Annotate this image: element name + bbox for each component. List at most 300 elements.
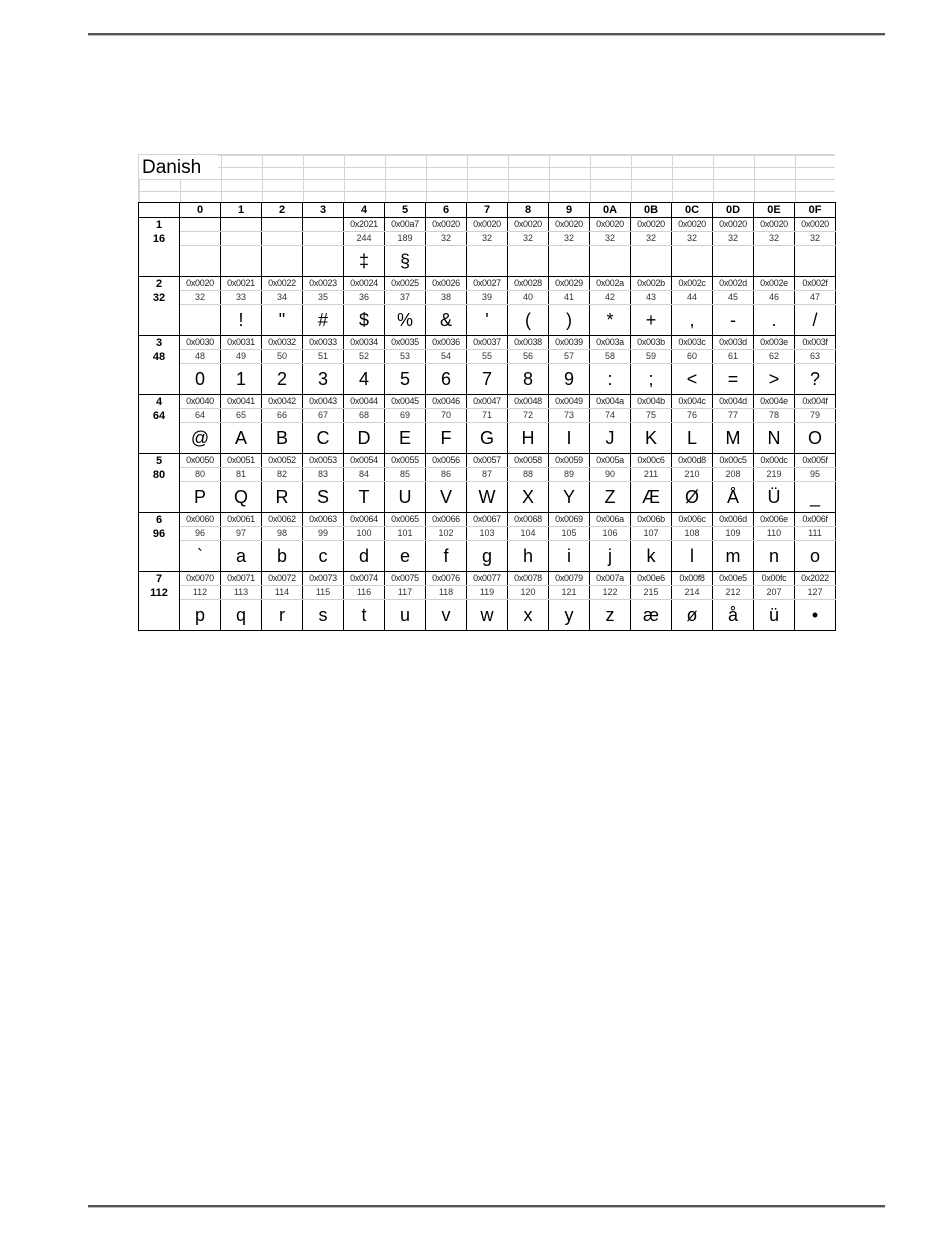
glyph-cell: W (467, 482, 508, 513)
header-rule (88, 33, 885, 36)
hex-cell: 0x0034 (344, 336, 385, 350)
row-header-spacer (139, 482, 180, 513)
glyph-cell: 0 (180, 364, 221, 395)
hex-cell: 0x0020 (549, 218, 590, 232)
hex-cell: 0x0020 (426, 218, 467, 232)
row-number: 4 (139, 395, 180, 409)
row-number: 3 (139, 336, 180, 350)
hex-cell: 0x0026 (426, 277, 467, 291)
glyph-cell: > (754, 364, 795, 395)
code-cell: 64 (180, 409, 221, 423)
column-header: 0 (180, 203, 221, 218)
row-header-spacer (139, 305, 180, 336)
code-cell: 39 (467, 291, 508, 305)
code-cell: 189 (385, 232, 426, 246)
row-header-spacer (139, 364, 180, 395)
code-cell: 54 (426, 350, 467, 364)
hex-cell: 0x0076 (426, 572, 467, 586)
code-cell: 121 (549, 586, 590, 600)
hex-cell: 0x0052 (262, 454, 303, 468)
glyph-cell: o (795, 541, 836, 572)
code-cell: 62 (754, 350, 795, 364)
code-cell: 60 (672, 350, 713, 364)
hex-cell: 0x0053 (303, 454, 344, 468)
glyph-cell: C (303, 423, 344, 454)
hex-cell: 0x0049 (549, 395, 590, 409)
hex-cell: 0x004e (754, 395, 795, 409)
hex-cell: 0x004a (590, 395, 631, 409)
hex-cell: 0x0042 (262, 395, 303, 409)
row-decimal: 32 (139, 291, 180, 305)
code-cell: 40 (508, 291, 549, 305)
hex-cell (262, 218, 303, 232)
hex-cell: 0x004d (713, 395, 754, 409)
code-cell: 32 (713, 232, 754, 246)
code-cell: 87 (467, 468, 508, 482)
glyph-cell: x (508, 600, 549, 631)
code-row (139, 232, 836, 246)
hex-cell: 0x0063 (303, 513, 344, 527)
code-cell: 207 (754, 586, 795, 600)
glyph-cell: w (467, 600, 508, 631)
row-header-spacer (139, 600, 180, 631)
code-cell: 53 (385, 350, 426, 364)
glyph-cell: 5 (385, 364, 426, 395)
code-cell: 45 (713, 291, 754, 305)
code-cell: 84 (344, 468, 385, 482)
glyph-cell: å (713, 600, 754, 631)
hex-cell: 0x00d8 (672, 454, 713, 468)
code-cell: 36 (344, 291, 385, 305)
hex-cell: 0x2022 (795, 572, 836, 586)
code-cell (262, 232, 303, 246)
hex-cell: 0x0033 (303, 336, 344, 350)
row-decimal: 80 (139, 468, 180, 482)
footer-rule (88, 1205, 885, 1208)
hex-cell: 0x002c (672, 277, 713, 291)
hex-cell: 0x006a (590, 513, 631, 527)
glyph-cell: d (344, 541, 385, 572)
glyph-cell (180, 246, 221, 277)
code-cell: 46 (754, 291, 795, 305)
code-cell: 51 (303, 350, 344, 364)
code-cell: 47 (795, 291, 836, 305)
glyph-cell: @ (180, 423, 221, 454)
glyph-cell: J (590, 423, 631, 454)
glyph-cell: l (672, 541, 713, 572)
code-cell: 120 (508, 586, 549, 600)
glyph-cell: h (508, 541, 549, 572)
glyph-cell: • (795, 600, 836, 631)
hex-cell: 0x002a (590, 277, 631, 291)
column-header: 5 (385, 203, 426, 218)
hex-cell: 0x0023 (303, 277, 344, 291)
code-cell: 114 (262, 586, 303, 600)
hex-cell: 0x0057 (467, 454, 508, 468)
glyph-cell: s (303, 600, 344, 631)
glyph-row (139, 541, 836, 572)
code-cell: 69 (385, 409, 426, 423)
code-cell: 113 (221, 586, 262, 600)
glyph-row (139, 364, 836, 395)
glyph-cell (303, 246, 344, 277)
glyph-cell: H (508, 423, 549, 454)
hex-cell: 0x0066 (426, 513, 467, 527)
hex-cell: 0x003a (590, 336, 631, 350)
code-cell: 106 (590, 527, 631, 541)
hex-cell: 0x0074 (344, 572, 385, 586)
hex-cell: 0x0047 (467, 395, 508, 409)
code-cell: 32 (754, 232, 795, 246)
glyph-cell: L (672, 423, 713, 454)
hex-cell: 0x0031 (221, 336, 262, 350)
glyph-cell: Y (549, 482, 590, 513)
row-decimal: 48 (139, 350, 180, 364)
hex-row (139, 218, 836, 232)
glyph-cell (221, 246, 262, 277)
corner-cell (139, 203, 180, 218)
code-row (139, 527, 836, 541)
code-cell: 32 (426, 232, 467, 246)
hex-cell: 0x0040 (180, 395, 221, 409)
glyph-cell (590, 246, 631, 277)
code-cell: 110 (754, 527, 795, 541)
hex-cell: 0x0038 (508, 336, 549, 350)
hex-cell: 0x0058 (508, 454, 549, 468)
code-cell: 101 (385, 527, 426, 541)
hex-cell: 0x0020 (713, 218, 754, 232)
glyph-cell: E (385, 423, 426, 454)
code-cell: 34 (262, 291, 303, 305)
code-cell: 81 (221, 468, 262, 482)
column-header: 4 (344, 203, 385, 218)
glyph-cell: Ø (672, 482, 713, 513)
code-cell: 38 (426, 291, 467, 305)
glyph-cell: k (631, 541, 672, 572)
glyph-cell: A (221, 423, 262, 454)
code-cell: 244 (344, 232, 385, 246)
code-cell: 89 (549, 468, 590, 482)
glyph-cell: P (180, 482, 221, 513)
hex-cell: 0x0020 (467, 218, 508, 232)
code-cell: 116 (344, 586, 385, 600)
code-cell: 86 (426, 468, 467, 482)
hex-cell: 0x0045 (385, 395, 426, 409)
hex-cell: 0x0054 (344, 454, 385, 468)
code-cell: 58 (590, 350, 631, 364)
code-cell: 212 (713, 586, 754, 600)
hex-cell: 0x0029 (549, 277, 590, 291)
row-decimal: 16 (139, 232, 180, 246)
glyph-cell: N (754, 423, 795, 454)
hex-cell: 0x003d (713, 336, 754, 350)
code-cell: 95 (795, 468, 836, 482)
glyph-cell: ø (672, 600, 713, 631)
hex-cell: 0x0035 (385, 336, 426, 350)
glyph-cell: D (344, 423, 385, 454)
hex-row (139, 454, 836, 468)
column-header: 9 (549, 203, 590, 218)
hex-cell: 0x00c6 (631, 454, 672, 468)
code-page-chart (138, 154, 835, 631)
code-cell: 102 (426, 527, 467, 541)
glyph-cell: Ü (754, 482, 795, 513)
glyph-cell: 2 (262, 364, 303, 395)
column-header: 0E (754, 203, 795, 218)
code-cell: 83 (303, 468, 344, 482)
code-cell: 77 (713, 409, 754, 423)
hex-cell: 0x005f (795, 454, 836, 468)
glyph-cell: # (303, 305, 344, 336)
code-cell (221, 232, 262, 246)
hex-cell: 0x0043 (303, 395, 344, 409)
hex-row (139, 513, 836, 527)
code-cell: 66 (262, 409, 303, 423)
hex-cell: 0x0025 (385, 277, 426, 291)
glyph-cell: ` (180, 541, 221, 572)
glyph-cell: a (221, 541, 262, 572)
glyph-cell (508, 246, 549, 277)
glyph-cell: Æ (631, 482, 672, 513)
hex-cell: 0x00f8 (672, 572, 713, 586)
glyph-cell (467, 246, 508, 277)
hex-cell: 0x0020 (795, 218, 836, 232)
code-cell: 42 (590, 291, 631, 305)
hex-cell: 0x0071 (221, 572, 262, 586)
code-cell: 68 (344, 409, 385, 423)
glyph-cell (426, 246, 467, 277)
hex-cell: 0x002f (795, 277, 836, 291)
glyph-cell (549, 246, 590, 277)
glyph-cell: 4 (344, 364, 385, 395)
glyph-cell: F (426, 423, 467, 454)
code-cell: 71 (467, 409, 508, 423)
code-row (139, 409, 836, 423)
hex-cell: 0x0032 (262, 336, 303, 350)
code-cell: 55 (467, 350, 508, 364)
glyph-cell: R (262, 482, 303, 513)
hex-cell: 0x0060 (180, 513, 221, 527)
code-cell: 112 (180, 586, 221, 600)
row-header-spacer (139, 423, 180, 454)
hex-cell: 0x004c (672, 395, 713, 409)
hex-cell: 0x0072 (262, 572, 303, 586)
glyph-cell: T (344, 482, 385, 513)
hex-cell: 0x0069 (549, 513, 590, 527)
glyph-cell (180, 305, 221, 336)
hex-row (139, 277, 836, 291)
glyph-cell: v (426, 600, 467, 631)
code-cell: 52 (344, 350, 385, 364)
hex-cell: 0x0039 (549, 336, 590, 350)
glyph-cell: ' (467, 305, 508, 336)
hex-cell: 0x006b (631, 513, 672, 527)
glyph-cell: y (549, 600, 590, 631)
code-cell: 63 (795, 350, 836, 364)
glyph-cell (713, 246, 754, 277)
code-cell: 103 (467, 527, 508, 541)
hex-cell: 0x0020 (672, 218, 713, 232)
code-cell: 208 (713, 468, 754, 482)
hex-cell: 0x002b (631, 277, 672, 291)
row-number: 1 (139, 218, 180, 232)
code-cell (180, 232, 221, 246)
hex-cell (180, 218, 221, 232)
chart-title: Danish (142, 157, 202, 178)
glyph-cell: V (426, 482, 467, 513)
hex-cell: 0x0079 (549, 572, 590, 586)
code-cell: 78 (754, 409, 795, 423)
code-cell: 32 (180, 291, 221, 305)
glyph-cell: 6 (426, 364, 467, 395)
glyph-cell: u (385, 600, 426, 631)
hex-cell: 0x00e6 (631, 572, 672, 586)
glyph-cell: § (385, 246, 426, 277)
row-decimal: 112 (139, 586, 180, 600)
row-number: 6 (139, 513, 180, 527)
code-cell: 119 (467, 586, 508, 600)
hex-cell: 0x0065 (385, 513, 426, 527)
code-cell: 32 (672, 232, 713, 246)
code-cell: 61 (713, 350, 754, 364)
glyph-cell: ; (631, 364, 672, 395)
glyph-cell: / (795, 305, 836, 336)
hex-cell: 0x0020 (590, 218, 631, 232)
hex-cell: 0x0061 (221, 513, 262, 527)
glyph-cell: M (713, 423, 754, 454)
hex-cell: 0x00e5 (713, 572, 754, 586)
glyph-cell (262, 246, 303, 277)
code-cell: 75 (631, 409, 672, 423)
glyph-row (139, 423, 836, 454)
glyph-cell: n (754, 541, 795, 572)
column-header: 0A (590, 203, 631, 218)
code-cell: 115 (303, 586, 344, 600)
hex-cell: 0x004f (795, 395, 836, 409)
glyph-cell: q (221, 600, 262, 631)
code-cell: 65 (221, 409, 262, 423)
glyph-cell: & (426, 305, 467, 336)
hex-cell: 0x0027 (467, 277, 508, 291)
glyph-cell: b (262, 541, 303, 572)
hex-cell: 0x0062 (262, 513, 303, 527)
code-cell: 80 (180, 468, 221, 482)
hex-cell: 0x0056 (426, 454, 467, 468)
code-cell: 108 (672, 527, 713, 541)
row-number: 5 (139, 454, 180, 468)
glyph-cell: 3 (303, 364, 344, 395)
glyph-cell: 7 (467, 364, 508, 395)
hex-cell: 0x003e (754, 336, 795, 350)
hex-cell: 0x006d (713, 513, 754, 527)
glyph-cell: - (713, 305, 754, 336)
row-header-spacer (139, 246, 180, 277)
hex-cell: 0x0059 (549, 454, 590, 468)
code-cell: 74 (590, 409, 631, 423)
code-row (139, 586, 836, 600)
hex-cell (221, 218, 262, 232)
glyph-cell: j (590, 541, 631, 572)
hex-cell: 0x0024 (344, 277, 385, 291)
glyph-cell: Q (221, 482, 262, 513)
row-number: 2 (139, 277, 180, 291)
code-cell: 57 (549, 350, 590, 364)
column-header: 6 (426, 203, 467, 218)
column-header: 0F (795, 203, 836, 218)
hex-cell: 0x0020 (180, 277, 221, 291)
glyph-cell: 1 (221, 364, 262, 395)
code-cell (303, 232, 344, 246)
code-cell: 37 (385, 291, 426, 305)
code-cell: 79 (795, 409, 836, 423)
hex-cell: 0x0030 (180, 336, 221, 350)
hex-cell: 0x0075 (385, 572, 426, 586)
glyph-cell: U (385, 482, 426, 513)
glyph-cell: , (672, 305, 713, 336)
glyph-cell: p (180, 600, 221, 631)
glyph-cell: I (549, 423, 590, 454)
hex-cell: 0x00c5 (713, 454, 754, 468)
code-cell: 44 (672, 291, 713, 305)
hex-cell: 0x0055 (385, 454, 426, 468)
code-row (139, 291, 836, 305)
glyph-cell: B (262, 423, 303, 454)
code-cell: 99 (303, 527, 344, 541)
glyph-cell: S (303, 482, 344, 513)
code-cell: 214 (672, 586, 713, 600)
glyph-row (139, 246, 836, 277)
hex-cell: 0x004b (631, 395, 672, 409)
glyph-cell: z (590, 600, 631, 631)
glyph-cell: t (344, 600, 385, 631)
code-cell: 56 (508, 350, 549, 364)
glyph-cell: ( (508, 305, 549, 336)
column-header: 0B (631, 203, 672, 218)
column-header: 0D (713, 203, 754, 218)
glyph-cell (754, 246, 795, 277)
code-cell: 41 (549, 291, 590, 305)
glyph-cell: _ (795, 482, 836, 513)
code-cell: 82 (262, 468, 303, 482)
column-header: 0C (672, 203, 713, 218)
hex-cell: 0x002e (754, 277, 795, 291)
code-cell: 111 (795, 527, 836, 541)
hex-cell: 0x002d (713, 277, 754, 291)
row-header-spacer (139, 541, 180, 572)
glyph-cell: c (303, 541, 344, 572)
code-cell: 32 (590, 232, 631, 246)
column-header: 1 (221, 203, 262, 218)
glyph-cell: X (508, 482, 549, 513)
glyph-cell: ü (754, 600, 795, 631)
hex-cell: 0x0068 (508, 513, 549, 527)
code-cell: 72 (508, 409, 549, 423)
glyph-cell: Z (590, 482, 631, 513)
glyph-cell: æ (631, 600, 672, 631)
hex-cell: 0x0077 (467, 572, 508, 586)
hex-row (139, 572, 836, 586)
hex-cell: 0x0022 (262, 277, 303, 291)
code-cell: 105 (549, 527, 590, 541)
glyph-cell: 8 (508, 364, 549, 395)
glyph-cell: r (262, 600, 303, 631)
hex-row (139, 336, 836, 350)
glyph-cell: 9 (549, 364, 590, 395)
glyph-cell: " (262, 305, 303, 336)
code-cell: 210 (672, 468, 713, 482)
code-cell: 100 (344, 527, 385, 541)
code-cell: 96 (180, 527, 221, 541)
